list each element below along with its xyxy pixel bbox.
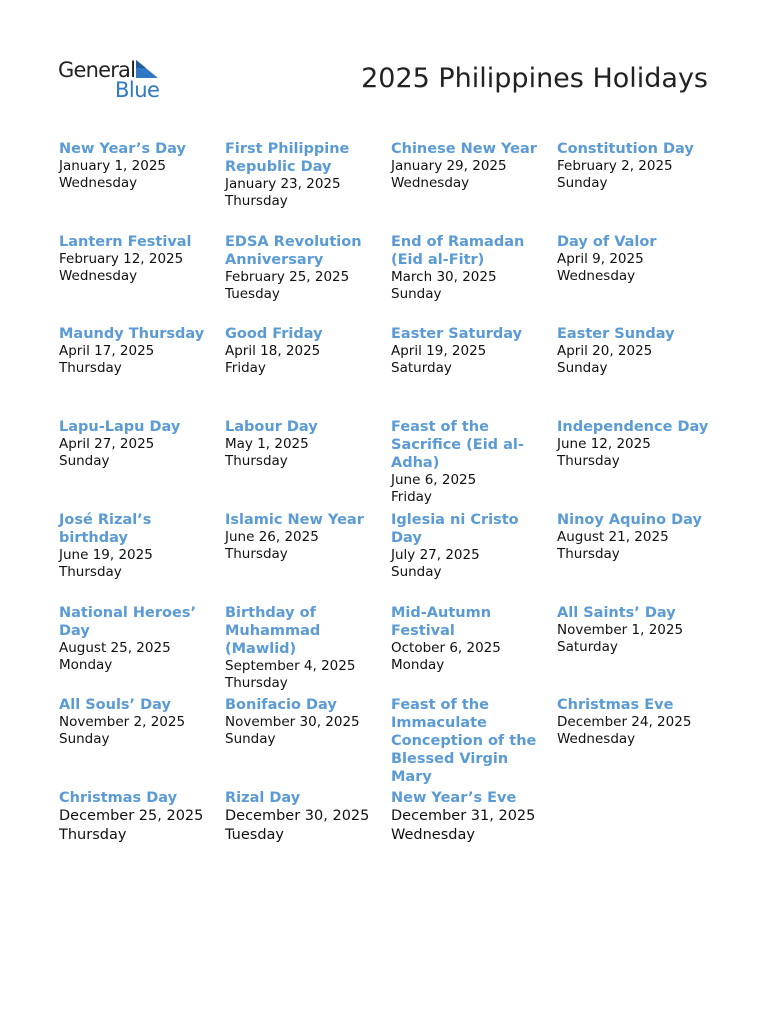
- holiday-weekday: Sunday: [557, 175, 608, 191]
- holiday-weekday: Wednesday: [59, 268, 138, 284]
- holiday-weekday: Thursday: [59, 360, 122, 376]
- holiday-date: June 6, 2025: [391, 472, 477, 488]
- holiday-entry: [391, 418, 551, 506]
- holiday-weekday: Thursday: [225, 675, 288, 691]
- holiday-weekday: Wednesday: [391, 175, 470, 191]
- holiday-name: Good Friday: [225, 326, 323, 342]
- holiday-entry: [225, 604, 385, 692]
- holiday-weekday: Wednesday: [557, 268, 636, 284]
- holiday-date: December 24, 2025: [557, 714, 692, 730]
- holiday-weekday: Thursday: [225, 453, 288, 469]
- holiday-date: December 25, 2025: [59, 808, 204, 824]
- holiday-entry: [59, 325, 219, 377]
- holiday-name: Feast of the Sacrifice (Eid al-Adha): [391, 419, 524, 471]
- holiday-date: April 9, 2025: [557, 251, 644, 267]
- holiday-entry: [391, 789, 551, 845]
- holiday-entry: [59, 511, 219, 581]
- logo-general-text: General: [58, 58, 136, 82]
- holiday-date: August 25, 2025: [59, 640, 171, 656]
- holiday-date: April 27, 2025: [59, 436, 155, 452]
- holiday-name: Chinese New Year: [391, 141, 537, 157]
- holiday-name: Birthday of Muhammad (Mawlid): [225, 605, 321, 657]
- holiday-name: Independence Day: [557, 419, 709, 435]
- holiday-weekday: Saturday: [557, 639, 618, 655]
- holiday-name: Bonifacio Day: [225, 697, 337, 713]
- holiday-name: First Philippine Republic Day: [225, 141, 350, 175]
- holiday-date: November 30, 2025: [225, 714, 360, 730]
- holiday-entry: [557, 604, 717, 656]
- holiday-weekday: Monday: [59, 657, 113, 673]
- holiday-entry: [225, 789, 385, 845]
- holiday-entry: [225, 325, 385, 377]
- holiday-entry: [557, 233, 717, 285]
- logo: [58, 58, 168, 102]
- holiday-date: June 19, 2025: [59, 547, 153, 563]
- holiday-name: Lantern Festival: [59, 234, 192, 250]
- holiday-date: January 1, 2025: [59, 158, 166, 174]
- holiday-name: National Heroes’ Day: [59, 605, 196, 639]
- holiday-date: July 27, 2025: [391, 547, 480, 563]
- holiday-name: Feast of the Immaculate Conception of the Blessed Virgin Mary: [391, 697, 537, 785]
- holiday-date: June 26, 2025: [225, 529, 319, 545]
- holiday-date: May 1, 2025: [225, 436, 309, 452]
- page-title: 2025 Philippines Holidays: [361, 63, 708, 94]
- holiday-weekday: Sunday: [557, 360, 608, 376]
- holiday-entry: [59, 696, 219, 748]
- holiday-date: April 18, 2025: [225, 343, 321, 359]
- holiday-weekday: Wednesday: [391, 827, 475, 843]
- holiday-name: Easter Saturday: [391, 326, 523, 342]
- holiday-name: Islamic New Year: [225, 512, 364, 528]
- holiday-entry: [59, 140, 219, 192]
- holiday-entry: [391, 696, 551, 786]
- holiday-entry: [557, 325, 717, 377]
- holiday-entry: [59, 789, 219, 845]
- holiday-weekday: Sunday: [225, 731, 276, 747]
- holiday-name: Day of Valor: [557, 234, 657, 250]
- holiday-name: Christmas Eve: [557, 697, 674, 713]
- holiday-name: New Year’s Day: [59, 141, 186, 157]
- holiday-entry: [557, 418, 717, 470]
- holiday-date: September 4, 2025: [225, 658, 356, 674]
- holiday-name: End of Ramadan (Eid al-Fitr): [391, 234, 525, 268]
- holiday-date: August 21, 2025: [557, 529, 669, 545]
- holiday-date: January 29, 2025: [391, 158, 507, 174]
- holiday-date: April 20, 2025: [557, 343, 653, 359]
- holiday-entry: [225, 418, 385, 470]
- logo-flag-icon: [136, 60, 158, 78]
- holiday-weekday: Sunday: [391, 564, 442, 580]
- holiday-weekday: Tuesday: [225, 827, 284, 843]
- holiday-entry: [391, 233, 551, 303]
- holiday-entry: [225, 140, 385, 210]
- holiday-name: Mid-Autumn Festival: [391, 605, 492, 639]
- holiday-entry: [391, 325, 551, 377]
- holiday-entry: [59, 418, 219, 470]
- holiday-name: EDSA Revolution Anniversary: [225, 234, 362, 268]
- holiday-date: February 12, 2025: [59, 251, 184, 267]
- holiday-weekday: Thursday: [59, 827, 127, 843]
- holiday-name: Lapu-Lapu Day: [59, 419, 181, 435]
- holiday-date: January 23, 2025: [225, 176, 341, 192]
- holiday-weekday: Saturday: [391, 360, 452, 376]
- holiday-date: March 30, 2025: [391, 269, 497, 285]
- holiday-date: November 2, 2025: [59, 714, 186, 730]
- holiday-date: February 25, 2025: [225, 269, 350, 285]
- holiday-weekday: Friday: [225, 360, 266, 376]
- holiday-date: December 30, 2025: [225, 808, 370, 824]
- holiday-date: October 6, 2025: [391, 640, 501, 656]
- holiday-date: December 31, 2025: [391, 808, 536, 824]
- holiday-name: José Rizal’s birthday: [59, 512, 152, 546]
- holiday-name: Christmas Day: [59, 790, 178, 806]
- holiday-entry: [557, 511, 717, 563]
- holiday-weekday: Sunday: [391, 286, 442, 302]
- holiday-weekday: Wednesday: [557, 731, 636, 747]
- holiday-entry: [391, 604, 551, 674]
- holiday-date: April 17, 2025: [59, 343, 155, 359]
- holiday-name: Iglesia ni Cristo Day: [391, 512, 519, 546]
- holiday-entry: [557, 696, 717, 748]
- holiday-entry: [391, 511, 551, 581]
- holiday-name: Rizal Day: [225, 790, 301, 806]
- holiday-entry: [391, 140, 551, 192]
- holiday-weekday: Sunday: [59, 731, 110, 747]
- holiday-weekday: Thursday: [557, 453, 620, 469]
- holiday-weekday: Sunday: [59, 453, 110, 469]
- holiday-entry: [59, 233, 219, 285]
- holiday-weekday: Friday: [391, 489, 432, 505]
- holiday-date: April 19, 2025: [391, 343, 487, 359]
- holiday-entry: [225, 511, 385, 563]
- holiday-name: New Year’s Eve: [391, 790, 517, 806]
- holiday-entry: [225, 696, 385, 748]
- holiday-entry: [59, 604, 219, 674]
- holiday-name: All Souls’ Day: [59, 697, 171, 713]
- holiday-date: June 12, 2025: [557, 436, 651, 452]
- holiday-weekday: Wednesday: [59, 175, 138, 191]
- holiday-date: February 2, 2025: [557, 158, 673, 174]
- holiday-weekday: Thursday: [225, 193, 288, 209]
- holiday-weekday: Monday: [391, 657, 445, 673]
- holiday-weekday: Thursday: [557, 546, 620, 562]
- holiday-date: November 1, 2025: [557, 622, 684, 638]
- holiday-name: Easter Sunday: [557, 326, 675, 342]
- holiday-weekday: Tuesday: [225, 286, 280, 302]
- holiday-weekday: Thursday: [59, 564, 122, 580]
- holiday-name: All Saints’ Day: [557, 605, 676, 621]
- holiday-entry: [557, 140, 717, 192]
- holiday-entry: [225, 233, 385, 303]
- holiday-name: Labour Day: [225, 419, 318, 435]
- holiday-name: Constitution Day: [557, 141, 694, 157]
- holiday-name: Ninoy Aquino Day: [557, 512, 702, 528]
- logo-blue-text: Blue: [115, 78, 160, 102]
- holiday-weekday: Thursday: [225, 546, 288, 562]
- holiday-name: Maundy Thursday: [59, 326, 205, 342]
